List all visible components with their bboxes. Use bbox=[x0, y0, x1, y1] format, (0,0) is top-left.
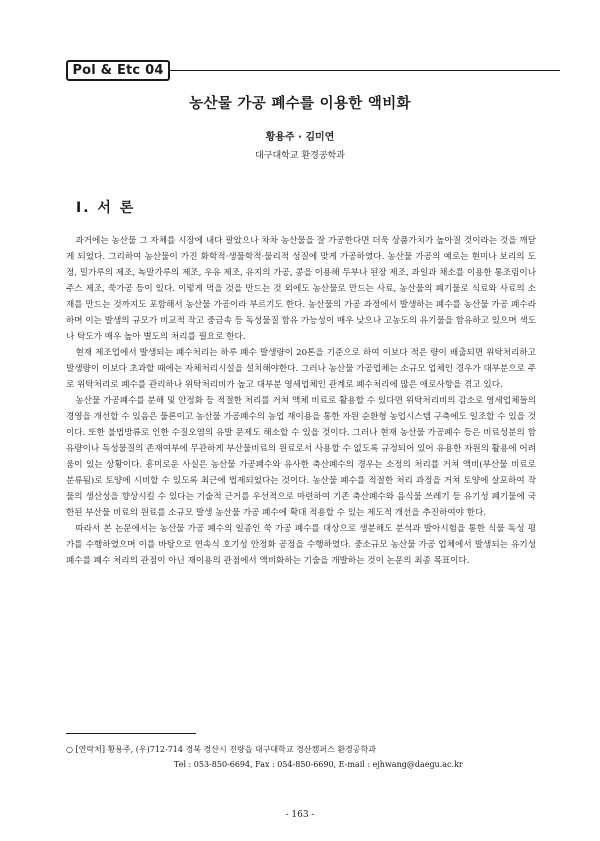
section-tag: Pol & Etc 04 bbox=[66, 60, 170, 81]
footnote-rule bbox=[66, 733, 196, 734]
paragraph: 과거에는 농산물 그 자체를 시장에 내다 팔았으나 차차 농산물을 잘 가공한다면 더욱 상품가치가 높아질 것이라는 것을 깨닫게 되었다. 그리하여 농산물이 가진 화학적·생물학적·물리적 성질에 맞게 가공하였다. 농산물 가공의 예로는 현미나 보리의 도정, 밀가루의 제조, 녹말가루의 제조, 우유 제조, 유지의 가공, 콩을 이용해 두부나 된장 제조, 과일과 채소를 이용한 통조림이나 주스 제조, 쑥가공 등이 있다. 이렇게 먹을 것을 만드는 것 외에도 농산물로 만드는 사료, 농산물의 폐기물로 식료와 사료의 소재를 만드는 것까지도 포함해서 농산물 가공이라 부르기도 한다. 농산물의 가공 과정에서 발생하는 폐수를 농산물 가공 폐수라 하며 이는 발생의 규모가 비교적 작고 중금속 등 독성물질 함유 가능성이 매우 낮으나 고농도의 유기물을 함유하고 있으며 색도나 탁도가 매우 높아 별도의 처리를 필요로 한다. bbox=[66, 236, 536, 342]
page-number: - 163 - bbox=[285, 810, 315, 820]
footnote-tel-fax-email: Tel : 053-850-6694, Fax : 054-850-6690, E-mail : ejhwang@daegu.ac.kr bbox=[174, 760, 463, 769]
footnote bbox=[66, 742, 546, 772]
footnote-contact: ○ [연락처] 황용주, (우)712-714 경북 경산시 진량읍 대구대학교 경산캠퍼스 환경공학과 bbox=[66, 745, 376, 754]
paragraph: 따라서 본 논문에서는 농산물 가공 폐수의 일종인 쑥 가공 폐수를 대상으로 생분해도 분석과 발아시험을 통한 식물 독성 평가를 수행하였으며 이를 바탕으로 연속식 호기성 안정화 공정을 수행하였다. 중소규모 농산물 가공 업체에서 발생되는 유기성 폐수를 폐수 처리의 관점이 아닌 재이용의 관점에서 액비화하는 기술을 개발하는 것이 논문의 최종 목표이다. bbox=[66, 524, 536, 566]
paragraph: 현재 제조업에서 발생되는 폐수처리는 하루 폐수 발생량이 20톤을 기준으로 하여 이보다 적은 량이 배출되면 위탁처리하고 발생량이 이보다 초과할 때에는 자체처리시설을 설치해야한다. 그러나 농산물 가공업체는 소규모 업체인 경우가 대부분으로 주로 위탁처리로 폐수를 관리하나 위탁처리비가 높고 대부분 영세업체인 관계로 폐수처리에 많은 애로사항을 겪고 있다. bbox=[66, 348, 536, 390]
section-heading: Ⅰ. 서 론 bbox=[76, 200, 136, 216]
header-rule bbox=[170, 70, 560, 71]
paragraph: 농산물 가공폐수를 분해 및 안정화 등 적절한 처리를 거쳐 액체 비료로 활용할 수 있다면 위탁처리비의 감소로 영세업체들의 경영을 개선할 수 있음은 물론이고 농산물 가공폐수의 농업 재이용을 통한 자원 순환형 농업시스템 구축에도 일조할 수 있을 것이다. 또한 불법방류로 인한 수질오염의 유발 문제도 해소할 수 있을 것이다. 그러나 현재 농산물 가공폐수 등은 비료성분의 함유량이나 독성물질의 존재여부에 무관하게 부산물비료의 원료로서 사용할 수 없도록 규정되어 있어 유용한 자원의 활용에 어려움이 있는 상황이다. 흥미로운 사실은 농산물 가공폐수와 유사한 축산폐수의 경우는 소정의 처리를 거쳐 액비(부산물 비료로 분류됨)로 토양에 시비할 수 있도록 최근에 법제되었다는 것이다. 농산물 폐수를 적절한 처리 과정을 거쳐 토양에 살포하여 작물의 생산성을 향상시킬 수 있다는 기술적 근거를 우선적으로 마련하여 기존 축산폐수와 음식물 쓰레기 등 유기성 폐기물에 국한된 부산물 비료의 원료를 소규모 발생 농산물 가공 폐수에 확대 적용할 수 있는 제도적 개선을 추진하여야 한다. bbox=[66, 396, 536, 518]
body-text bbox=[66, 233, 536, 569]
affiliation: 대구대학교 환경공학과 bbox=[255, 151, 345, 161]
paper-title: 농산물 가공 폐수를 이용한 액비화 bbox=[189, 96, 411, 112]
authors: 황용주 · 김미연 bbox=[265, 132, 335, 143]
